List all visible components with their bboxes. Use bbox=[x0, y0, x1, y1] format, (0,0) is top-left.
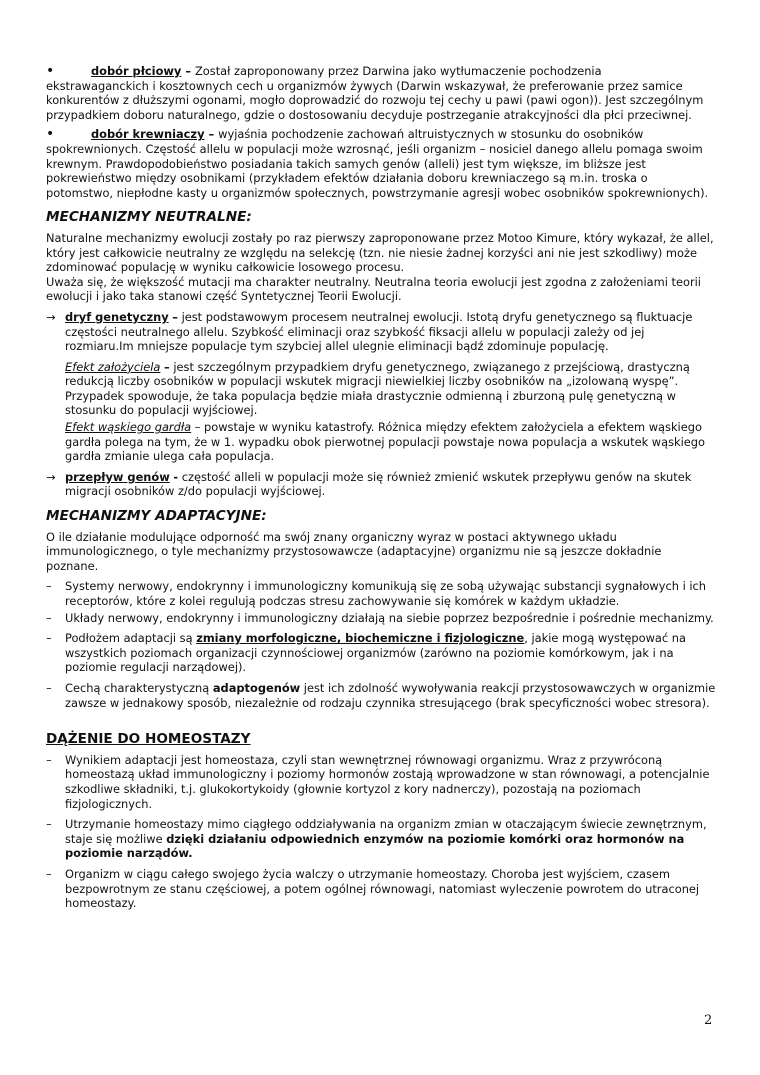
dash-icon: – bbox=[46, 752, 52, 767]
item-text: – powstaje w wyniku katastrofy. Różnica między efektem założyciela a efektem wąskiego gardła polega na tym, że w 1. wypadku obok pierwotnej populacji powstaje nowa populacja a wskutek wąskiego gardła zmianie ulega cała populacja. bbox=[65, 420, 706, 464]
arrow-icon: → bbox=[46, 469, 56, 484]
list-item bbox=[46, 753, 716, 811]
list-item: – Utrzymanie homeostazy mimo ciągłego oddziaływania na organizm zmian w otaczającym świecie zewnętrznym, staje się możliwe dzięki działaniu odpowiednich enzymów na poziomie komórki oraz hormonów na poziomie narządów. bbox=[46, 817, 707, 861]
paragraph: O ile działanie modulujące odporność ma swój znany organiczny wyraz w postaci aktywnego układu immunologicznego, o tyle mechanizmy przystosowawcze (adaptacyjne) organizmu nie są jeszcze dokładnie poznane. bbox=[46, 529, 662, 573]
dash-icon: – bbox=[46, 866, 52, 881]
dash-icon: – bbox=[46, 680, 52, 695]
item-text: spokrewnionych. Częstość allelu w populacji może wzrosnąć, jeśli organizm – nosiciel danego allelu pomaga swoim krewnym. Prawdopodobieństwo posiadania takich samych genów (alleli) jest tym większe, im bliższe jest pokrewieństwo między osobnikami (przykładem efektów działania doboru krewniaczego są m.in. troska o potomstwo, niepłodne kasty u organizmów społecznych, powstrzymanie agresji wobec osobników spokrewnionych). bbox=[46, 141, 709, 200]
list-item bbox=[46, 579, 716, 608]
list-item: → dryf genetyczny – jest podstawowym procesem neutralnej ewolucji. Istotą dryfu genetycznego są fluktuacje częstości neutralnego allelu. Szybkość eliminacji oraz szybkość fiksacji allelu w populacji zależy od jej rozmiaru.Im mniejsze populacje tym szybciej allel ulegnie eliminacji bądź zdominuje populację. bbox=[46, 309, 693, 354]
bullet-icon: • bbox=[46, 126, 55, 143]
emphasis-text: dzięki działaniu odpowiednich enzymów na poziomie komórki oraz hormonów na poziomie narządów. bbox=[65, 831, 685, 861]
item-text: ekstrawaganckich i kosztownych cech u organizmów żywych (Darwin wskazywał, że preferowanie przez samice konkurentów z dłuższymi ogonami, mogło doprowadzić do rozwoju tej cechy u pawi (pawi ogon)). Jest szczególnym przypadkiem doboru naturalnego, gdzie o dostosowaniu decyduje postrzeganie atrakcyjności dla płci przeciwnej. bbox=[46, 78, 704, 122]
term-adaptation-changes: zmiany morfologiczne, biochemiczne i fizjologiczne bbox=[196, 631, 525, 646]
heading-adaptive-mechanisms: MECHANIZMY ADAPTACYJNE: bbox=[46, 508, 267, 525]
term-bottleneck-effect: Efekt wąskiego gardła bbox=[65, 420, 192, 435]
item-text: Systemy nerwowy, endokrynny i immunologiczny komunikują się ze sobą używając substancji sygnałowych i ich receptorów, które z kolei regulują podczas stresu zachowywanie się komórek w każdym układzie. bbox=[65, 579, 707, 608]
item-text: częstość alleli w populacji może się również zmienić wskutek przepływu genów na skutek migracji osobników z/do populacji wyjściowej. bbox=[65, 469, 692, 499]
item-text: Organizm w ciągu całego swojego życia walczy o utrzymanie homeostazy. Choroba jest wyjściem, czasem bezpowrotnym ze stanu częściowej, a potem ogólnej równowagi, natomiast wyleczenie powrotem do utraconej homeostazy. bbox=[65, 866, 700, 911]
list-item: • dobór płciowy – Został zaproponowany przez Darwina jako wytłumaczenie pochodzenia ekstrawaganckich i kosztownych cech u organizmów żywych (Darwin wskazywał, że preferowanie przez samice konkurentów z dłuższymi ogonami, mogło doprowadzić do rozwoju tej cechy u pawi (pawi ogon)). Jest szczególnym przypadkiem doboru naturalnego, gdzie o dostosowaniu decyduje postrzeganie atrakcyjności dla płci przeciwnej. bbox=[46, 64, 716, 122]
paragraph: Uważa się, że większość mutacji ma charakter neutralny. Neutralna teoria ewolucji jest zgodna z założeniami teorii ewolucji i jako taka stanowi część Syntetycznej Teorii Ewolucji. bbox=[46, 274, 701, 304]
dash-icon: – bbox=[46, 817, 52, 832]
item-text: Układy nerwowy, endokrynny i immunologiczny działają na siebie poprzez bezpośrednie i pośrednie mechanizmy. bbox=[65, 610, 714, 625]
list-item bbox=[46, 867, 716, 911]
page-number: 2 bbox=[704, 1013, 713, 1028]
heading-neutral-mechanisms: MECHANIZMY NEUTRALNE: bbox=[46, 209, 252, 226]
document-page bbox=[46, 64, 716, 917]
term-kin-selection: dobór krewniaczy bbox=[91, 127, 205, 142]
arrow-icon: → bbox=[46, 309, 56, 324]
dash-icon: – bbox=[46, 631, 52, 646]
sub-item: Efekt założyciela – jest szczególnym przypadkiem dryfu genetycznego, związanego z przejściową, drastyczną redukcją liczby osobników w populacji wskutek migracji niewielkiej liczby osobników na „izolowaną wyspę”. Przypadek spowoduje, że taka populacja będzie miała drastycznie odmienną i zburzoną pulę genetyczną w stosunku do populacji wyjściowej. bbox=[65, 359, 690, 418]
item-text: Wynikiem adaptacji jest homeostaza, czyli stan wewnętrznej równowagi organizmu. Wraz z przywróconą homeostazą układ immunologiczny i poziomy hormonów zostają wprowadzone w stan równowagi, a potencjalnie szkodliwe składniki, t.j. glukokortykoidy (głownie kortyzol z kory nadnerczy), pozostają na poziomach fizjologicznych. bbox=[65, 752, 710, 811]
list-item bbox=[46, 611, 716, 626]
term-sexual-selection: dobór płciowy bbox=[91, 64, 182, 78]
term-founder-effect: Efekt założyciela bbox=[65, 359, 161, 374]
sub-item bbox=[46, 420, 716, 464]
heading-homeostasis: DĄŻENIE DO HOMEOSTAZY bbox=[46, 731, 251, 748]
term-gene-flow: przepływ genów bbox=[65, 469, 170, 484]
item-text: wyjaśnia pochodzenie zachowań altruistycznych w stosunku do osobników bbox=[218, 127, 644, 142]
paragraph: Naturalne mechanizmy ewolucji zostały po raz pierwszy zaproponowane przez Motoo Kimure, który wykazał, że allel, który jest całkowicie neutralny ze względu na selekcję (tzn. nie niesie żadnej korzyści ani nie jest szkodliwy) może zdominować populację w wyniku całkowicie losowego procesu. bbox=[46, 230, 714, 275]
dash-icon: – bbox=[46, 610, 52, 625]
item-text: Został zaproponowany przez Darwina jako wytłumaczenie pochodzenia bbox=[195, 64, 602, 78]
list-item: – Cechą charakterystyczną adaptogenów jest ich zdolność wywoływania reakcji przystosowawczych w organizmie zawsze w jednakowy sposób, niezależnie od rodzaju czynnika stresującego (brak specyficzności wobec stresora). bbox=[46, 680, 716, 710]
dash-icon: – bbox=[46, 579, 52, 594]
term-genetic-drift: dryf genetyczny bbox=[65, 309, 169, 324]
term-adaptogens: adaptogenów bbox=[212, 680, 301, 695]
list-item: – Podłożem adaptacji są zmiany morfologiczne, biochemiczne i fizjologiczne, jakie mogą występować na wszystkich poziomach organizacji czynnościowej organizmów (zarówno na poziomie komórkowym, jak i na poziomie regulacji narządowej). bbox=[46, 631, 686, 675]
list-item: • dobór krewniaczy – wyjaśnia pochodzenie zachowań altruistycznych w stosunku do osobników spokrewnionych. Częstość allelu w populacji może wzrosnąć, jeśli organizm – nosiciel danego allelu pomaga swoim krewnym. Prawdopodobieństwo posiadania takich samych genów (alleli) jest tym większe, im bliższe jest pokrewieństwo między osobnikami (przykładem efektów działania doboru krewniaczego są m.in. troska o potomstwo, niepłodne kasty u organizmów społecznych, powstrzymanie agresji wobec osobników spokrewnionych). bbox=[46, 127, 716, 200]
bullet-icon: • bbox=[46, 63, 55, 79]
item-text: jest podstawowym procesem neutralnej ewolucji. Istotą dryfu genetycznego są fluktuacje częstości neutralnego allelu. Szybkość eliminacji oraz szybkość fiksacji allelu w populacji zależy od jej rozmiaru.Im mniejsze populacje tym szybciej allel ulegnie eliminacji bądź zdominuje populację. bbox=[65, 309, 693, 354]
item-text: jest szczególnym przypadkiem dryfu genetycznego, związanego z przejściową, drastyczną redukcją liczby osobników w populacji wskutek migracji niewielkiej liczby osobników na „izolowaną wyspę”. Przypadek spowoduje, że taka populacja będzie miała drastycznie odmienną i zburzoną pulę genetyczną w stosunku do populacji wyjściowej. bbox=[65, 359, 690, 418]
list-item: → przepływ genów - częstość alleli w populacji może się również zmienić wskutek przepływu genów na skutek migracji osobników z/do populacji wyjściowej. bbox=[46, 469, 692, 499]
